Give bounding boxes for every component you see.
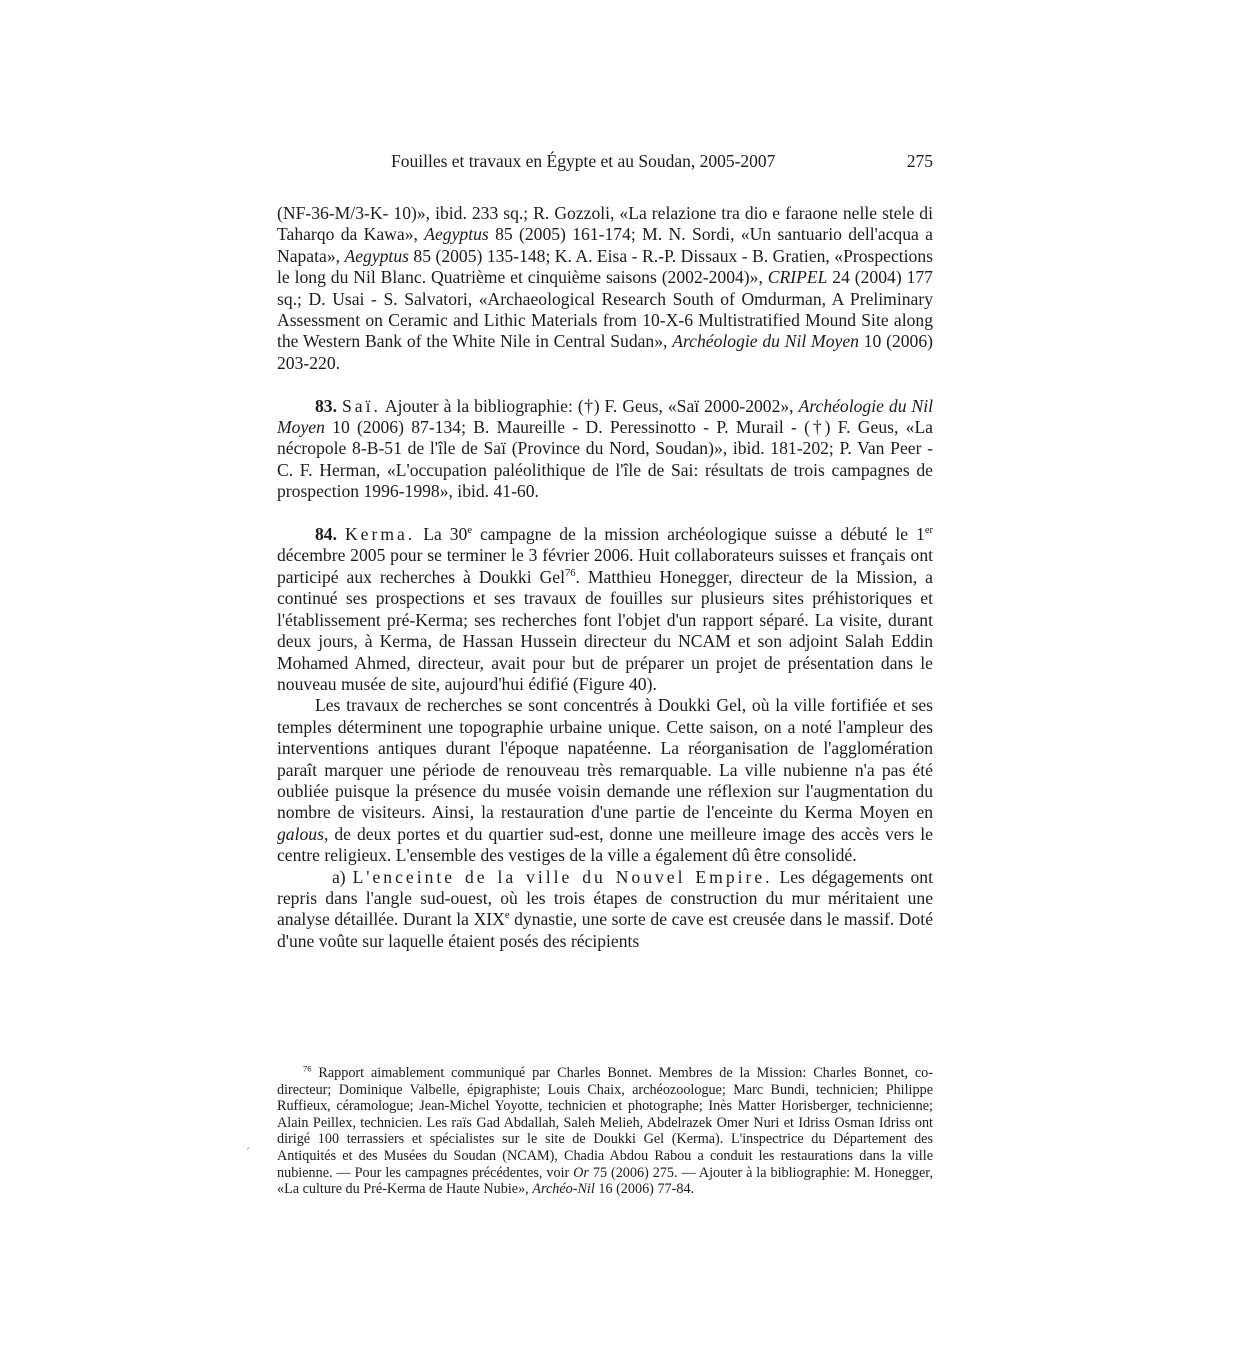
superscript: e — [504, 910, 510, 922]
page-number: 275 — [906, 151, 933, 171]
text-run: 75 (2006) 275. — Ajouter à la bibliographie: M. Honegger, «La culture du Pré-Kerma de Haute Nubie», — [277, 1164, 933, 1198]
section-number: 84. — [315, 524, 337, 545]
text-run: dynastie, une sorte de cave est creusée dans le massif. Doté d'une voûte sur laquelle étaient posés des récipients — [277, 909, 934, 951]
journal-title: Archéologie du Nil Moyen — [277, 395, 934, 438]
continuation-paragraph — [277, 203, 933, 374]
text-run: 85 (2005) 161-174; M. N. Sordi, «Un santuario dell'acqua a Napata», — [277, 224, 933, 266]
text-run: décembre 2005 pour se terminer le 3 février 2006. Huit collaborateurs suisses et français ont participé aux recherches à Doukki Gel — [277, 545, 933, 587]
italic-term: galous — [277, 823, 324, 844]
journal-title: Archéologie du Nil Moyen — [672, 331, 859, 352]
section-84-subsection-a — [277, 867, 933, 953]
footnote-number: 76 — [303, 1063, 312, 1074]
section-84-paragraph-2 — [277, 695, 933, 866]
section-83-paragraph — [277, 396, 933, 503]
text-run: Rapport aimablement communiqué par Charles Bonnet. Membres de la Mission: Charles Bonnet, co-directeur; Dominique Valbelle, épigraphiste; Louis Chaix, archéozoologue; Marc Bundi, technicien; Philippe Ruffieux, céramologue; Jean-Michel Yoyotte, technicien et photographe; Inès Matter Horisberger, technicienne; Alain Peillex, technicien. Les raïs Gad Abdallah, Saleh Melieh, Abdelrazek Omer Nuri et Idriss Osman Idriss ont dirigé 100 terrassiers et spécialistes sur le site de Doukki Gel (Kerma). L'inspectrice du Département des Antiquités et des Musées du Soudan (NCAM), Chadia Abdou Rabou a conduit les restaurations dans la ville nubienne. — Pour les campagnes précédentes, voir — [277, 1065, 933, 1181]
subsection-label: a) — [332, 866, 346, 887]
section-place: Saï. — [342, 395, 381, 416]
superscript: er — [924, 525, 934, 537]
subsection-heading: L'enceinte de la ville du Nouvel Empire. — [352, 866, 773, 887]
text-run: Les dégagements ont repris dans l'angle sud-ouest, où les trois étapes de construction du mur méritaient une analyse détaillée. Durant la XIX — [277, 866, 933, 930]
section-number: 83. — [315, 395, 337, 416]
text-run: 24 (2004) 177 sq.; D. Usai - S. Salvatori, «Archaeological Research South of Omdurman, A Preliminary Assessment on Ceramic and Lithic Materials from 10-X-6 Multistratified Mound Site along the Western Bank of the White Nile in Central Sudan», — [277, 267, 933, 352]
text-run: La 30 — [415, 524, 468, 545]
text-run: Ajouter à la bibliographie: (†) F. Geus, «Saï 2000-2002», — [380, 395, 799, 416]
text-run: 10 (2006) 87-134; B. Maureille - D. Peressinotto - P. Murail - (†) F. Geus, «La nécropole 8-B-51 de l'île de Saï (Province du Nord, Soudan)», ibid. 181-202; P. Van Peer - C. F. Herman, «L'occupation paléolithique de l'île de Sai: résultats de trois campagnes de prospection 1996-1998», ibid. 41-60. — [277, 417, 933, 502]
main-text — [277, 203, 933, 952]
running-title: Fouilles et travaux en Égypte et au Soudan, 2005-2007 — [391, 151, 776, 171]
scan-mark: ˊ — [246, 1145, 250, 1159]
text-run: . Matthieu Honegger, directeur de la Mission, a continué ses prospections et ses travaux de fouilles sur plusieurs sites préhistoriques et l'établissement pré-Kerma; ses recherches font l'objet d'un rapport séparé. La visite, durant deux jours, à Kerma, de Hassan Hussein directeur du NCAM et son adjoint Salah Eddin Mohamed Ahmed, directeur, avait pour but de préparer un projet de présentation dans le nouveau musée de site, aujourd'hui édifié (Figure 40). — [277, 566, 933, 694]
journal-title: Archéo-Nil — [532, 1181, 595, 1198]
footnote-76 — [277, 1065, 933, 1198]
section-84-paragraph — [277, 524, 933, 695]
journal-title: CRIPEL — [767, 267, 828, 288]
text-run: (NF-36-M/3-K- 10)», ibid. 233 sq.; R. Gozzoli, «La relazione tra dio e faraone nelle stele di Taharqo da Kawa», — [277, 203, 933, 245]
text-run: campagne de la mission archéologique suisse a débuté le 1 — [472, 524, 925, 545]
section-place: Kerma. — [344, 524, 416, 545]
text-run: 85 (2005) 135-148; K. A. Eisa - R.-P. Dissaux - B. Gratien, «Prospections le long du Nil Blanc. Quatrième et cinquième saisons (2002-2004)», — [277, 245, 933, 288]
journal-title: Or — [573, 1164, 589, 1181]
text-run: 16 (2006) 77-84. — [594, 1181, 695, 1198]
footnote-ref: 76 — [564, 568, 576, 580]
footnote — [277, 1065, 933, 1198]
text-run: Les travaux de recherches se sont concentrés à Doukki Gel, où la ville fortifiée et ses temples déterminent une topographie urbaine unique. Cette saison, on a noté l'ampleur des interventions antiques durant l'époque napatéenne. La réorganisation de l'agglomération paraît marquer une période de renouveau très remarquable. La ville nubienne n'a pas été oubliée puisque la présence du musée voisin demande une réflexion sur l'augmentation du nombre de visiteurs. Ainsi, la restauration d'une partie de l'enceinte du Kerma Moyen en — [277, 695, 933, 823]
text-run: , de deux portes et du quartier sud-est, donne une meilleure image des accès vers le centre religieux. L'ensemble des vestiges de la ville a également dû être consolidé. — [277, 823, 933, 866]
journal-title: Aegyptus — [344, 245, 409, 266]
superscript: e — [467, 525, 472, 537]
journal-title: Aegyptus — [424, 224, 489, 245]
text-run: 10 (2006) 203-220. — [277, 331, 934, 373]
